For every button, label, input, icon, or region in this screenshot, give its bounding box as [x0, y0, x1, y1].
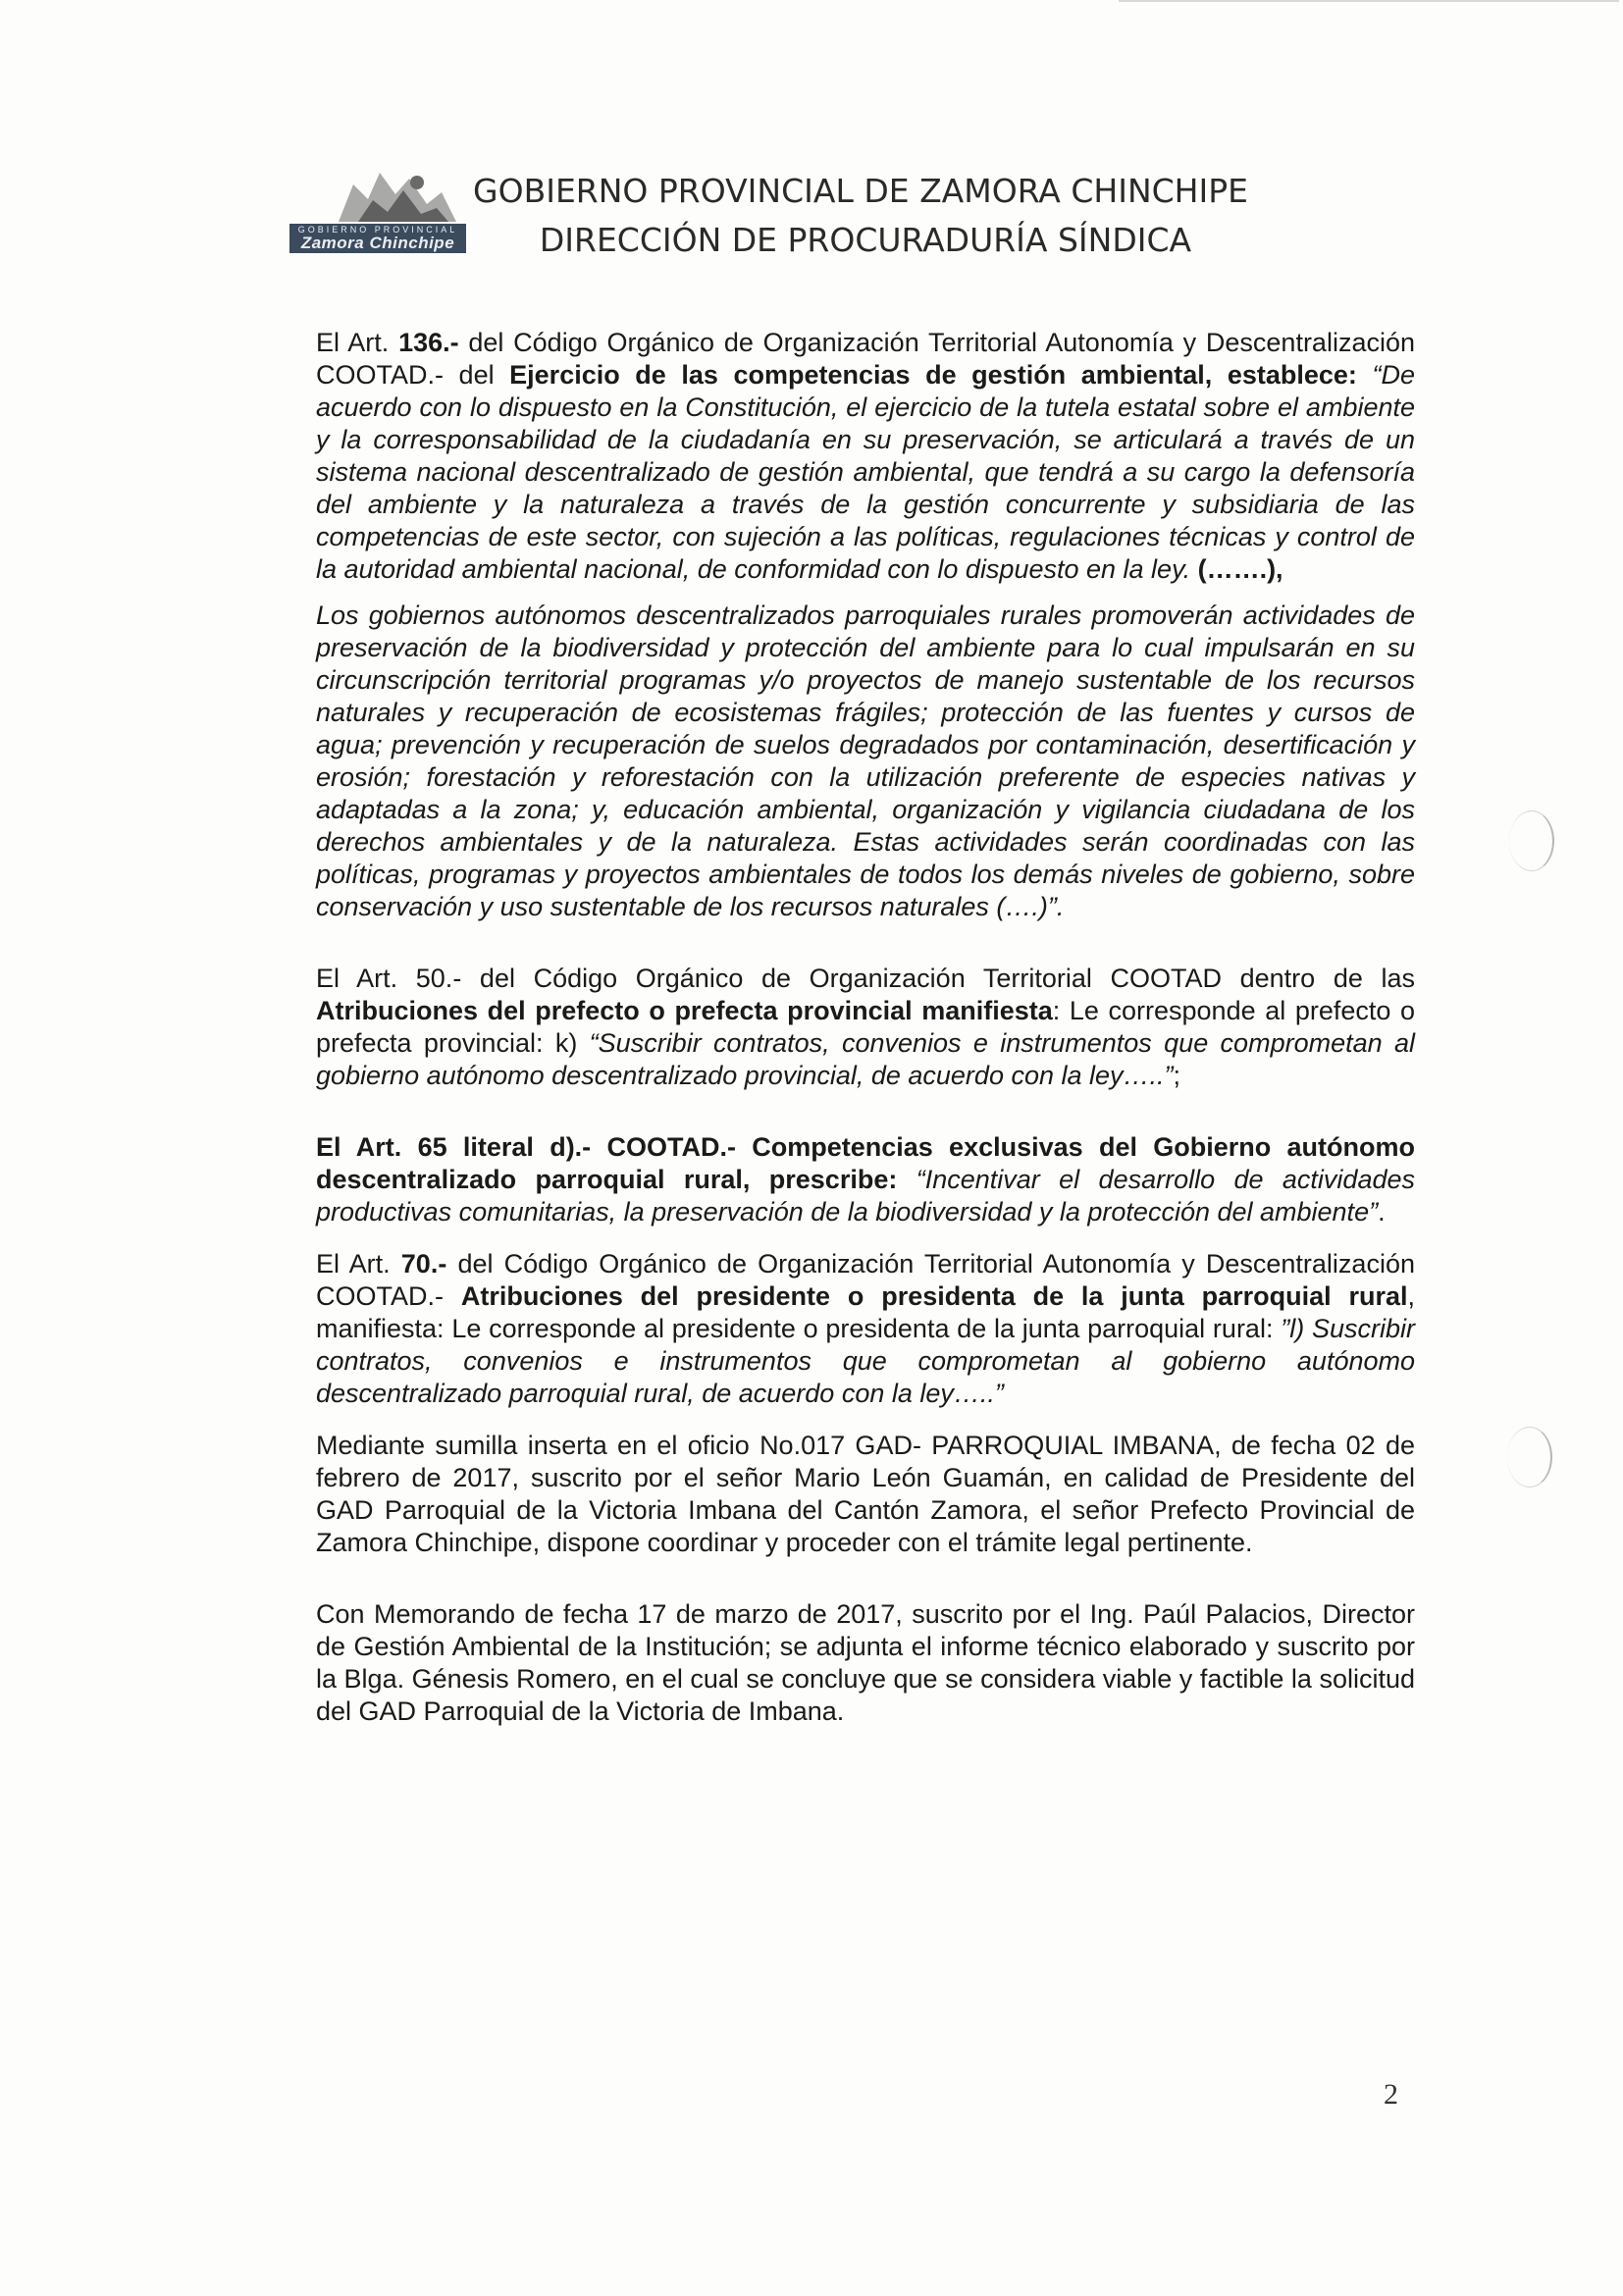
text: Mediante sumilla inserta en el oficio No.017 GAD- PARROQUIAL IMBANA, de fecha 02 de febrero de 2017, suscrito por el señor Mario León Guamán, en calidad de Presidente del GAD Parroquial de la Victoria Imbana del Cantón Zamora, el señor Prefecto Provincial de Zamora Chinchipe, dispone coordinar y proceder con el trámite legal pertinente. [316, 1431, 1415, 1557]
text-italic: “De acuerdo con lo dispuesto en la Constitución, el ejercicio de la tutela estatal sobre el ambiente y la corresponsabilidad de la ciudadanía en su preservación, se articulará a través de un sistema nacional descentralizado de gestión ambiental, que tendrá a su cargo la defensoría del ambiente y la naturaleza a través de la gestión concurrente y subsidiaria de las competencias de este sector, con sujeción a las políticas, regulaciones técnicas y control de la autoridad ambiental nacional, de conformidad con lo dispuesto en la ley. [316, 360, 1415, 584]
header-subtitle: DIRECCIÓN DE PROCURADURÍA SÍNDICA [539, 221, 1192, 259]
header-title: GOBIERNO PROVINCIAL DE ZAMORA CHINCHIPE [473, 172, 1248, 210]
text: . [1378, 1197, 1386, 1226]
paragraph-memorando [316, 1598, 1415, 1728]
logo-small-text: GOBIERNO PROVINCIAL [297, 225, 458, 235]
paragraph-art-65 [316, 1131, 1415, 1228]
text: , manifiesta: Le corresponde al presidente o presidenta de la junta parroquial rural: [316, 1281, 1415, 1343]
text-bold: Atribuciones del presidente o presidenta de la junta parroquial rural [460, 1281, 1408, 1311]
text: del Código Orgánico de Organización Territorial Autonomía y Descentralización COOTAD.- del [316, 328, 1415, 390]
text-italic: “Incentivar el desarrollo de actividades productivas comunitarias, la preservación de la biodiversidad y la protección del ambiente” [316, 1165, 1415, 1226]
text: El Art. 50. [316, 964, 453, 993]
paragraph-art-70 [316, 1248, 1415, 1410]
scan-edge-line [1119, 0, 1619, 2]
text: El Art. [316, 1249, 391, 1278]
text: - del Código Orgánico de Organización Territorial COOTAD dentro de las [452, 964, 1415, 993]
punch-hole-mark [1509, 810, 1554, 871]
text: El Art. [316, 328, 390, 357]
text-bold: 136.- [389, 328, 459, 357]
text-bold: El Art. 65 literal d).- COOTAD.- Competencias exclusivas del Gobierno autónomo descentralizado parroquial rural, prescribe: [316, 1132, 1415, 1194]
text-bold: (…….), [1197, 554, 1283, 584]
paragraph-gobiernos-parroquiales [316, 600, 1415, 923]
logo-big-text: Zamora Chinchipe [300, 234, 455, 252]
text: Con Memorando de fecha 17 de marzo de 2017, suscrito por el Ing. Paúl Palacios, Director de Gestión Ambiental de la Institución; se adjunta el informe técnico elaborado y suscrito por la Blga. Génesis Romero, en el cual se concluye que se considera viable y factible la solicitud del GAD Parroquial de la Victoria de Imbana. [316, 1599, 1415, 1726]
text-bold: 70.- [390, 1249, 447, 1278]
paragraph-art-136 [316, 327, 1415, 586]
text-bold: Atribuciones del prefecto o prefecta provincial manifiesta [316, 996, 1053, 1025]
text: del Código Orgánico de Organización Territorial Autonomía y Descentralización COOTAD.- [316, 1249, 1415, 1311]
page-number: 2 [1384, 2078, 1398, 2111]
paragraph-sumilla [316, 1430, 1415, 1559]
punch-hole-mark [1507, 1427, 1552, 1487]
text-italic: “Suscribir contratos, convenios e instrumentos que comprometan al gobierno autónomo descentralizado provincial, de acuerdo con la ley…..” [316, 1028, 1415, 1090]
text-bold: Ejercicio de las competencias de gestión ambiental, establece: [509, 360, 1357, 390]
text: : Le corresponde al prefecto o prefecta provincial: k) [316, 996, 1415, 1058]
text-italic: Los gobiernos autónomos descentralizados parroquiales rurales promoverán actividades de preservación de la biodiversidad y protección del ambiente para lo cual impulsarán en su circunscripción territorial programas y/o proyectos de manejo sustentable de los recursos naturales y recuperación de ecosistemas frágiles; protección de las fuentes y cursos de agua; prevención y recuperación de suelos degradados por contaminación, desertificación y erosión; forestación y reforestación con la utilización preferente de especies nativas y adaptadas a la zona; y, educación ambiental, organización y vigilancia ciudadana de los derechos ambientales y de la naturaleza. Estas actividades serán coordinadas con las políticas, programas y proyectos ambientales de todos los demás niveles de gobierno, sobre conservación y uso sustentable de los recursos naturales (….)”. [316, 600, 1415, 921]
document-body [316, 327, 1415, 1748]
paragraph-art-50 [316, 963, 1415, 1092]
text: ; [1173, 1061, 1181, 1090]
text-italic: ”l) Suscribir contratos, convenios e instrumentos que comprometan al gobierno autónomo descentralizado parroquial rural, de acuerdo con la ley…..” [316, 1314, 1415, 1408]
